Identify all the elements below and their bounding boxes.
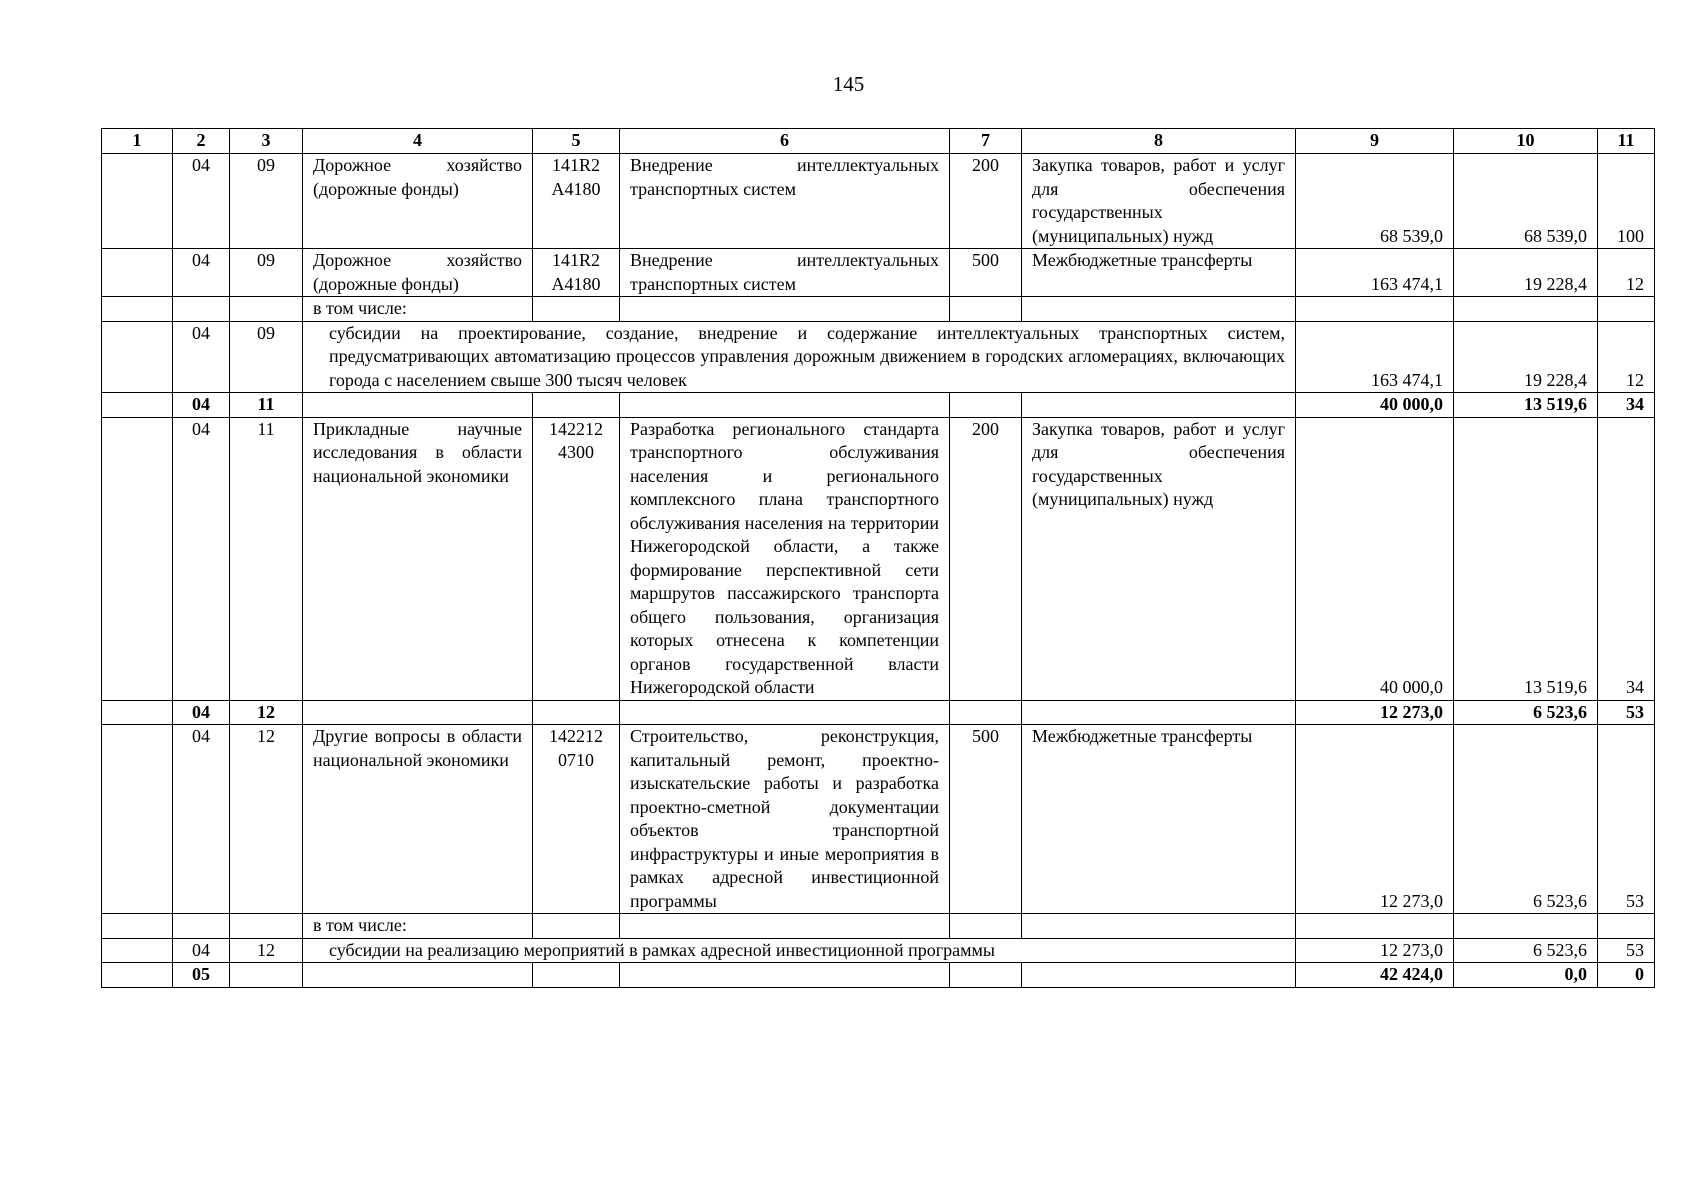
expense-type-code: 500 [950,725,1022,914]
subsection-code: 09 [230,249,303,297]
header-cell: 5 [533,129,620,154]
article-name: Внедрение интеллектуальных транспортных систем [620,249,950,297]
including-label: в том числе: [303,914,533,939]
planned-amount: 68 539,0 [1296,154,1454,249]
article-name: Строительство, реконструкция, капитальный ремонт, проектно-изыскательские работы и разработка проектно-сметной документации объектов транспортной инфраструктуры и иные мероприятия в рамках адресной инвестиционной программы [620,725,950,914]
section-code: 04 [173,321,230,393]
executed-amount: 6 523,6 [1454,700,1598,725]
target-article: 142212 4300 [533,417,620,700]
subsection-name: Дорожное хозяйство (дорожные фонды) [303,249,533,297]
planned-amount: 163 474,1 [1296,249,1454,297]
header-cell: 6 [620,129,950,154]
execution-percent: 100 [1598,154,1655,249]
target-article: 141R2 А4180 [533,249,620,297]
executed-amount: 0,0 [1454,963,1598,988]
subsection-code: 12 [230,725,303,914]
target-article: 142212 0710 [533,725,620,914]
planned-amount: 42 424,0 [1296,963,1454,988]
subsidy-description: субсидии на проектирование, создание, внедрение и содержание интеллектуальных транспортных систем, предусматривающих автоматизацию процессов управления дорожным движением в городских агломерациях, включающих города с населением свыше 300 тысяч человек [303,321,1296,393]
section-code: 05 [173,963,230,988]
execution-percent: 34 [1598,417,1655,700]
executed-amount: 19 228,4 [1454,249,1598,297]
expense-type-name: Межбюджетные трансферты [1022,725,1296,914]
expense-type-name: Закупка товаров, работ и услуг для обеспечения государственных (муниципальных) нужд [1022,154,1296,249]
execution-percent: 12 [1598,321,1655,393]
executed-amount: 6 523,6 [1454,938,1598,963]
subsection-code: 12 [230,700,303,725]
subsection-code: 09 [230,154,303,249]
subsection-name: Прикладные научные исследования в области национальной экономики [303,417,533,700]
executed-amount: 13 519,6 [1454,417,1598,700]
header-cell: 11 [1598,129,1655,154]
subsidy-description: субсидии на реализацию мероприятий в рамках адресной инвестиционной программы [303,938,1296,963]
subsection-name: Дорожное хозяйство (дорожные фонды) [303,154,533,249]
header-cell: 10 [1454,129,1598,154]
section-code: 04 [173,725,230,914]
header-cell: 8 [1022,129,1296,154]
planned-amount: 163 474,1 [1296,321,1454,393]
header-cell: 9 [1296,129,1454,154]
header-cell: 1 [102,129,173,154]
header-cell: 2 [173,129,230,154]
subtotal-row [102,700,1655,725]
subtotal-row [102,393,1655,418]
executed-amount: 68 539,0 [1454,154,1598,249]
expense-type-code: 200 [950,417,1022,700]
execution-percent: 34 [1598,393,1655,418]
table-row [102,321,1655,393]
planned-amount: 12 273,0 [1296,700,1454,725]
execution-percent: 53 [1598,938,1655,963]
section-code: 04 [173,938,230,963]
budget-table [101,128,1655,988]
subsection-code [230,963,303,988]
section-total-row [102,963,1655,988]
header-cell: 7 [950,129,1022,154]
execution-percent: 12 [1598,249,1655,297]
planned-amount: 40 000,0 [1296,417,1454,700]
page-number: 145 [832,72,865,96]
header-cell: 3 [230,129,303,154]
executed-amount: 6 523,6 [1454,725,1598,914]
planned-amount: 40 000,0 [1296,393,1454,418]
table-row [102,938,1655,963]
article-name: Разработка регионального стандарта транспортного обслуживания населения и регионального комплексного плана транспортного обслуживания населения на территории Нижегородской области, а также формирование перспективной сети маршрутов пассажирского транспорта общего пользования, организация которых отнесена к компетенции органов государственной власти Нижегородской области [620,417,950,700]
expense-type-name: Межбюджетные трансферты [1022,249,1296,297]
planned-amount: 12 273,0 [1296,938,1454,963]
header-cell: 4 [303,129,533,154]
execution-percent: 53 [1598,700,1655,725]
including-label: в том числе: [303,297,533,322]
expense-type-name: Закупка товаров, работ и услуг для обеспечения государственных (муниципальных) нужд [1022,417,1296,700]
executed-amount: 19 228,4 [1454,321,1598,393]
section-code: 04 [173,417,230,700]
subsection-code: 12 [230,938,303,963]
table-row [102,297,1655,322]
target-article: 141R2 А4180 [533,154,620,249]
header-row [102,129,1655,154]
table-row [102,249,1655,297]
subsection-code: 11 [230,393,303,418]
planned-amount: 12 273,0 [1296,725,1454,914]
table-row [102,725,1655,914]
execution-percent: 53 [1598,725,1655,914]
expense-type-code: 500 [950,249,1022,297]
expense-type-code: 200 [950,154,1022,249]
section-code: 04 [173,154,230,249]
section-code: 04 [173,249,230,297]
table-row [102,914,1655,939]
subsection-code: 11 [230,417,303,700]
table-row [102,417,1655,700]
article-name: Внедрение интеллектуальных транспортных систем [620,154,950,249]
section-code: 04 [173,700,230,725]
execution-percent: 0 [1598,963,1655,988]
executed-amount: 13 519,6 [1454,393,1598,418]
section-code: 04 [173,393,230,418]
subsection-code: 09 [230,321,303,393]
subsection-name: Другие вопросы в области национальной экономики [303,725,533,914]
table-row [102,154,1655,249]
